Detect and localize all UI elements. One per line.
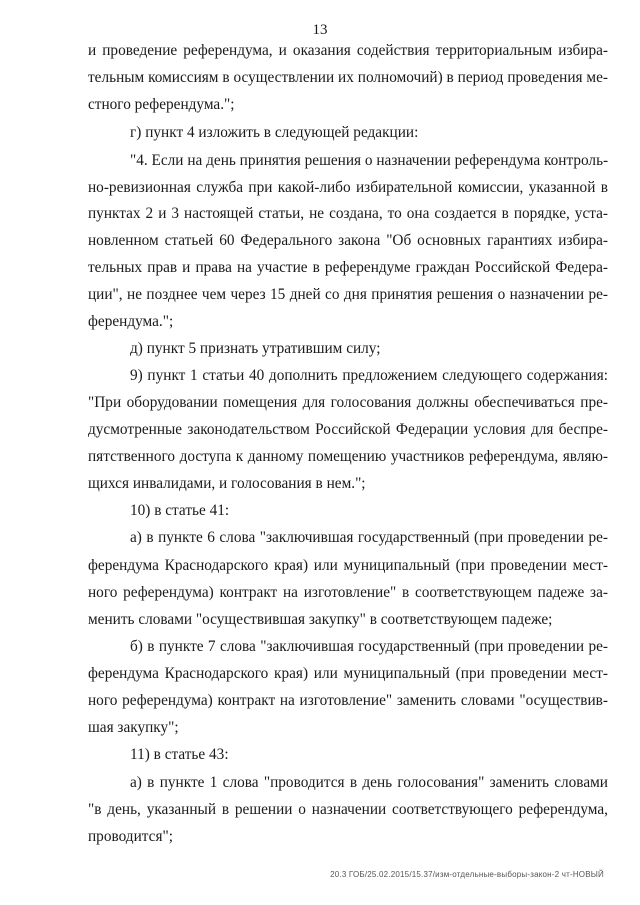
text-line: ного референдума) контракт на изготовление" в соответствующем падеже за-	[88, 584, 608, 601]
text-line: ферендума Краснодарского края) или муниципальный (при проведении мест-	[88, 665, 608, 682]
text-line: проводится";	[88, 828, 173, 845]
text-line: ции", не позднее чем через 15 дней со дня принятия решения о назначении ре-	[88, 286, 608, 303]
text-line: "в день, указанный в решении о назначении соответствующего референдума,	[88, 801, 608, 818]
text-line: "4. Если на день принятия решения о назначении референдума контроль-	[130, 152, 609, 169]
text-line: щихся инвалидами, и голосования в нем.";	[88, 475, 366, 492]
text-line: но-ревизионная служба при какой-либо избирательной комиссии, указанной в	[88, 179, 608, 196]
text-line: а) в пункте 6 слова "заключившая государственный (при проведении ре-	[130, 529, 608, 546]
text-line: "При оборудовании помещения для голосования должны обеспечиваться пре-	[88, 394, 608, 411]
text-line: г) пункт 4 изложить в следующей редакции:	[130, 124, 419, 141]
text-line: пунктах 2 и 3 настоящей статьи, не создана, то она создается в порядке, уста-	[88, 205, 608, 222]
text-line: дусмотренные законодательством Российской Федерации условия для беспре-	[88, 421, 608, 438]
text-line: б) в пункте 7 слова "заключившая государственный (при проведении ре-	[130, 638, 608, 655]
text-line: 11) в статье 43:	[130, 746, 229, 763]
text-line: 9) пункт 1 статьи 40 дополнить предложением следующего содержания:	[130, 367, 608, 384]
text-line: ного референдума) контракт на изготовление" заменить словами "осуществив-	[88, 692, 608, 709]
text-line: новленном статьей 60 Федерального закона "Об основных гарантиях избира-	[88, 232, 608, 249]
text-line: шая закупку";	[88, 719, 179, 736]
text-line: 10) в статье 41:	[130, 502, 230, 519]
text-line: пятственного доступа к данному помещению участников референдума, являю-	[88, 448, 608, 465]
text-line: ферендума Краснодарского края) или муниципальный (при проведении мест-	[88, 557, 608, 574]
text-line: менить словами "осуществившая закупку" в соответствующем падеже;	[88, 611, 553, 628]
text-line: и проведение референдума, и оказания содействия территориальным избира-	[88, 42, 608, 59]
text-line: ферендума.";	[88, 313, 174, 330]
page-number: 13	[312, 22, 328, 38]
document-footer: 20.3 ГОБ/25.02.2015/15.37/изм-отдельные-выборы-закон-2 чт-НОВЫЙ	[330, 870, 604, 879]
text-line: тельным комиссиям в осуществлении их полномочий) в период проведения ме-	[88, 69, 608, 86]
text-line: стного референдума.";	[88, 96, 235, 113]
text-line: а) в пункте 1 слова "проводится в день голосования" заменить словами	[130, 774, 608, 791]
text-line: тельных прав и права на участие в референдуме граждан Российской Федера-	[88, 259, 608, 276]
text-line: д) пункт 5 признать утратившим силу;	[130, 340, 381, 357]
